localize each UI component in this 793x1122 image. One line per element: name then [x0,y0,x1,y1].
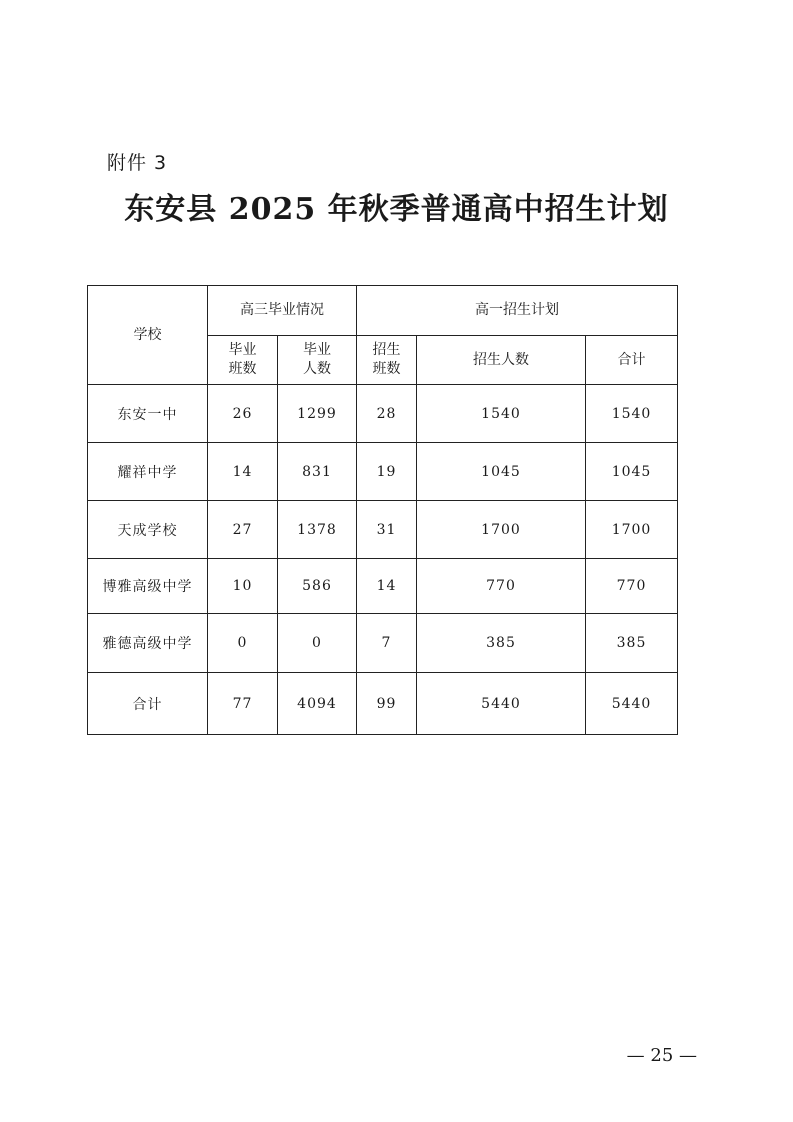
table-row [88,385,678,443]
cell-enroll-classes: 28 [357,385,417,443]
cell-enroll-classes: 31 [357,501,417,559]
cell-enroll-students: 1540 [417,385,586,443]
cell-grad-classes: 10 [208,559,278,614]
cell-grad-students: 1378 [278,501,357,559]
cell-school: 耀祥中学 [88,443,208,501]
cell-school: 博雅高级中学 [88,559,208,614]
cell-grad-classes: 27 [208,501,278,559]
cell-enroll-students: 5440 [417,673,586,735]
cell-enroll-students: 1045 [417,443,586,501]
header-school: 学校 [88,286,208,385]
attachment-label: 附件 3 [107,152,168,174]
cell-enroll-classes: 19 [357,443,417,501]
cell-grad-students: 586 [278,559,357,614]
header-grad-classes: 毕业 班数 [208,336,278,385]
cell-total: 5440 [586,673,678,735]
table-row-total [88,673,678,735]
cell-grad-classes: 77 [208,673,278,735]
cell-grad-students: 4094 [278,673,357,735]
cell-grad-classes: 0 [208,614,278,673]
cell-enroll-classes: 99 [357,673,417,735]
table-row [88,559,678,614]
header-enrollment-group: 高一招生计划 [357,286,678,336]
cell-school: 雅德高级中学 [88,614,208,673]
cell-grad-students: 831 [278,443,357,501]
cell-total: 1045 [586,443,678,501]
cell-total: 770 [586,559,678,614]
cell-total: 1700 [586,501,678,559]
cell-school: 天成学校 [88,501,208,559]
cell-total: 1540 [586,385,678,443]
table-row [88,443,678,501]
enrollment-plan-table [87,285,678,735]
cell-grad-classes: 14 [208,443,278,501]
header-enroll-classes: 招生 班数 [357,336,417,385]
cell-enroll-classes: 7 [357,614,417,673]
header-enroll-students: 招生人数 [417,336,586,385]
cell-grad-classes: 26 [208,385,278,443]
document-title: 东安县 2025 年秋季普通高中招生计划 [124,192,669,227]
table-row [88,614,678,673]
header-grad-students: 毕业 人数 [278,336,357,385]
cell-school: 东安一中 [88,385,208,443]
cell-total: 385 [586,614,678,673]
cell-grad-students: 1299 [278,385,357,443]
cell-enroll-students: 1700 [417,501,586,559]
cell-grad-students: 0 [278,614,357,673]
page-number: — 25 — [626,1045,697,1066]
cell-school: 合计 [88,673,208,735]
cell-enroll-classes: 14 [357,559,417,614]
header-total: 合计 [586,336,678,385]
cell-enroll-students: 385 [417,614,586,673]
table-row [88,501,678,559]
header-graduation-group: 高三毕业情况 [208,286,357,336]
cell-enroll-students: 770 [417,559,586,614]
